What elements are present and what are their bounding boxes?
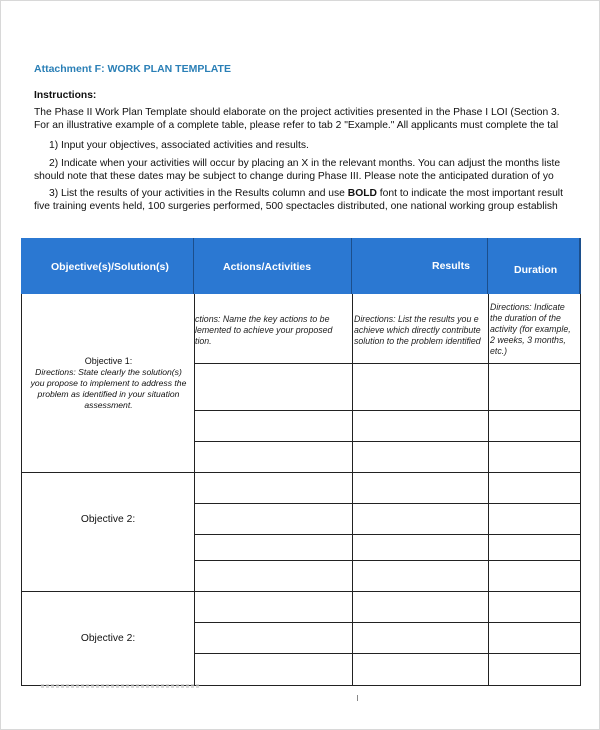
row-divider (194, 441, 581, 442)
actions-directions (195, 314, 351, 347)
column-divider (488, 294, 489, 686)
objective-1-directions-line: you propose to implement to address the (30, 378, 187, 388)
faint-footer-text (41, 684, 201, 688)
work-plan-table (21, 238, 581, 688)
instructions-heading: Instructions: (34, 90, 97, 101)
objective-divider (22, 591, 581, 592)
row-divider (194, 622, 581, 623)
header-actions (194, 238, 352, 294)
instructions-line-2: For an illustrative example of a complete table, please refer to tab 2 "Example." All applicants must complete the tal (34, 120, 559, 131)
duration-directions-line: Directions: Indicate (490, 302, 565, 312)
actions-directions-line: tion. (195, 336, 212, 346)
table-body (21, 294, 581, 686)
duration-directions-line: etc.) (490, 346, 508, 356)
results-directions-line: achieve which directly contribute (354, 325, 481, 335)
instruction-item-3-text-end: font to indicate the most important result (376, 188, 563, 199)
results-directions-line: Directions: List the results you e (354, 314, 479, 324)
actions-directions-line: ctions: Name the key actions to be (195, 314, 330, 324)
actions-directions-line: lemented to achieve your proposed (195, 325, 333, 335)
objective-divider (22, 472, 581, 473)
header-actions-label: Actions/Activities (223, 261, 312, 273)
objective-1-directions (22, 367, 195, 411)
instruction-item-2: 2) Indicate when your activities will occur by placing an X in the relevant months. You can adjust the months liste (49, 158, 561, 169)
header-results-label: Results (432, 260, 470, 272)
document-title: Attachment F: WORK PLAN TEMPLATE (34, 63, 231, 75)
results-directions-line: solution to the problem identified (354, 336, 481, 346)
header-duration-label: Duration (514, 264, 558, 276)
column-divider (580, 294, 581, 686)
instruction-item-3-bold: BOLD (347, 188, 377, 199)
instruction-item-2-continued: should note that these dates may be subject to change during Phase III. Please note the anticipated duration of yo (34, 171, 554, 182)
page-marker (357, 695, 358, 701)
duration-directions-line: activity (for example, (490, 324, 571, 334)
column-divider (352, 294, 353, 686)
results-directions (354, 314, 488, 347)
row-divider (194, 653, 581, 654)
header-objectives-label: Objective(s)/Solution(s) (51, 261, 169, 273)
row-divider (194, 560, 581, 561)
row-divider (194, 503, 581, 504)
row-divider (194, 363, 581, 364)
row-divider (194, 534, 581, 535)
instruction-item-3 (49, 188, 570, 199)
row-divider (194, 410, 581, 411)
objective-1-title: Objective 1: (84, 356, 133, 366)
objective-1-directions-line: assessment. (84, 400, 133, 410)
objective-2-label: Objective 2: (80, 514, 136, 525)
duration-directions (490, 302, 580, 357)
instruction-item-1: 1) Input your objectives, associated activities and results. (49, 140, 309, 151)
header-duration (488, 238, 581, 294)
column-divider (194, 294, 195, 686)
objective-3-label: Objective 2: (80, 633, 136, 644)
objective-1-directions-line: problem as identified in your situation (37, 389, 180, 399)
instruction-item-3-continued: five training events held, 100 surgeries performed, 500 spectacles distributed, one national working group establish (34, 201, 558, 212)
duration-directions-line: 2 weeks, 3 months, (490, 335, 566, 345)
header-objectives (21, 238, 194, 294)
duration-directions-line: the duration of the (490, 313, 561, 323)
objective-1-directions-line: Directions: State clearly the solution(s) (35, 367, 182, 377)
instruction-item-3-text: 3) List the results of your activities in the Results column and use (49, 188, 348, 199)
instructions-line-1: The Phase II Work Plan Template should elaborate on the project activities presented in the Phase I LOI (Section 3. (34, 107, 560, 118)
header-results (352, 238, 488, 294)
